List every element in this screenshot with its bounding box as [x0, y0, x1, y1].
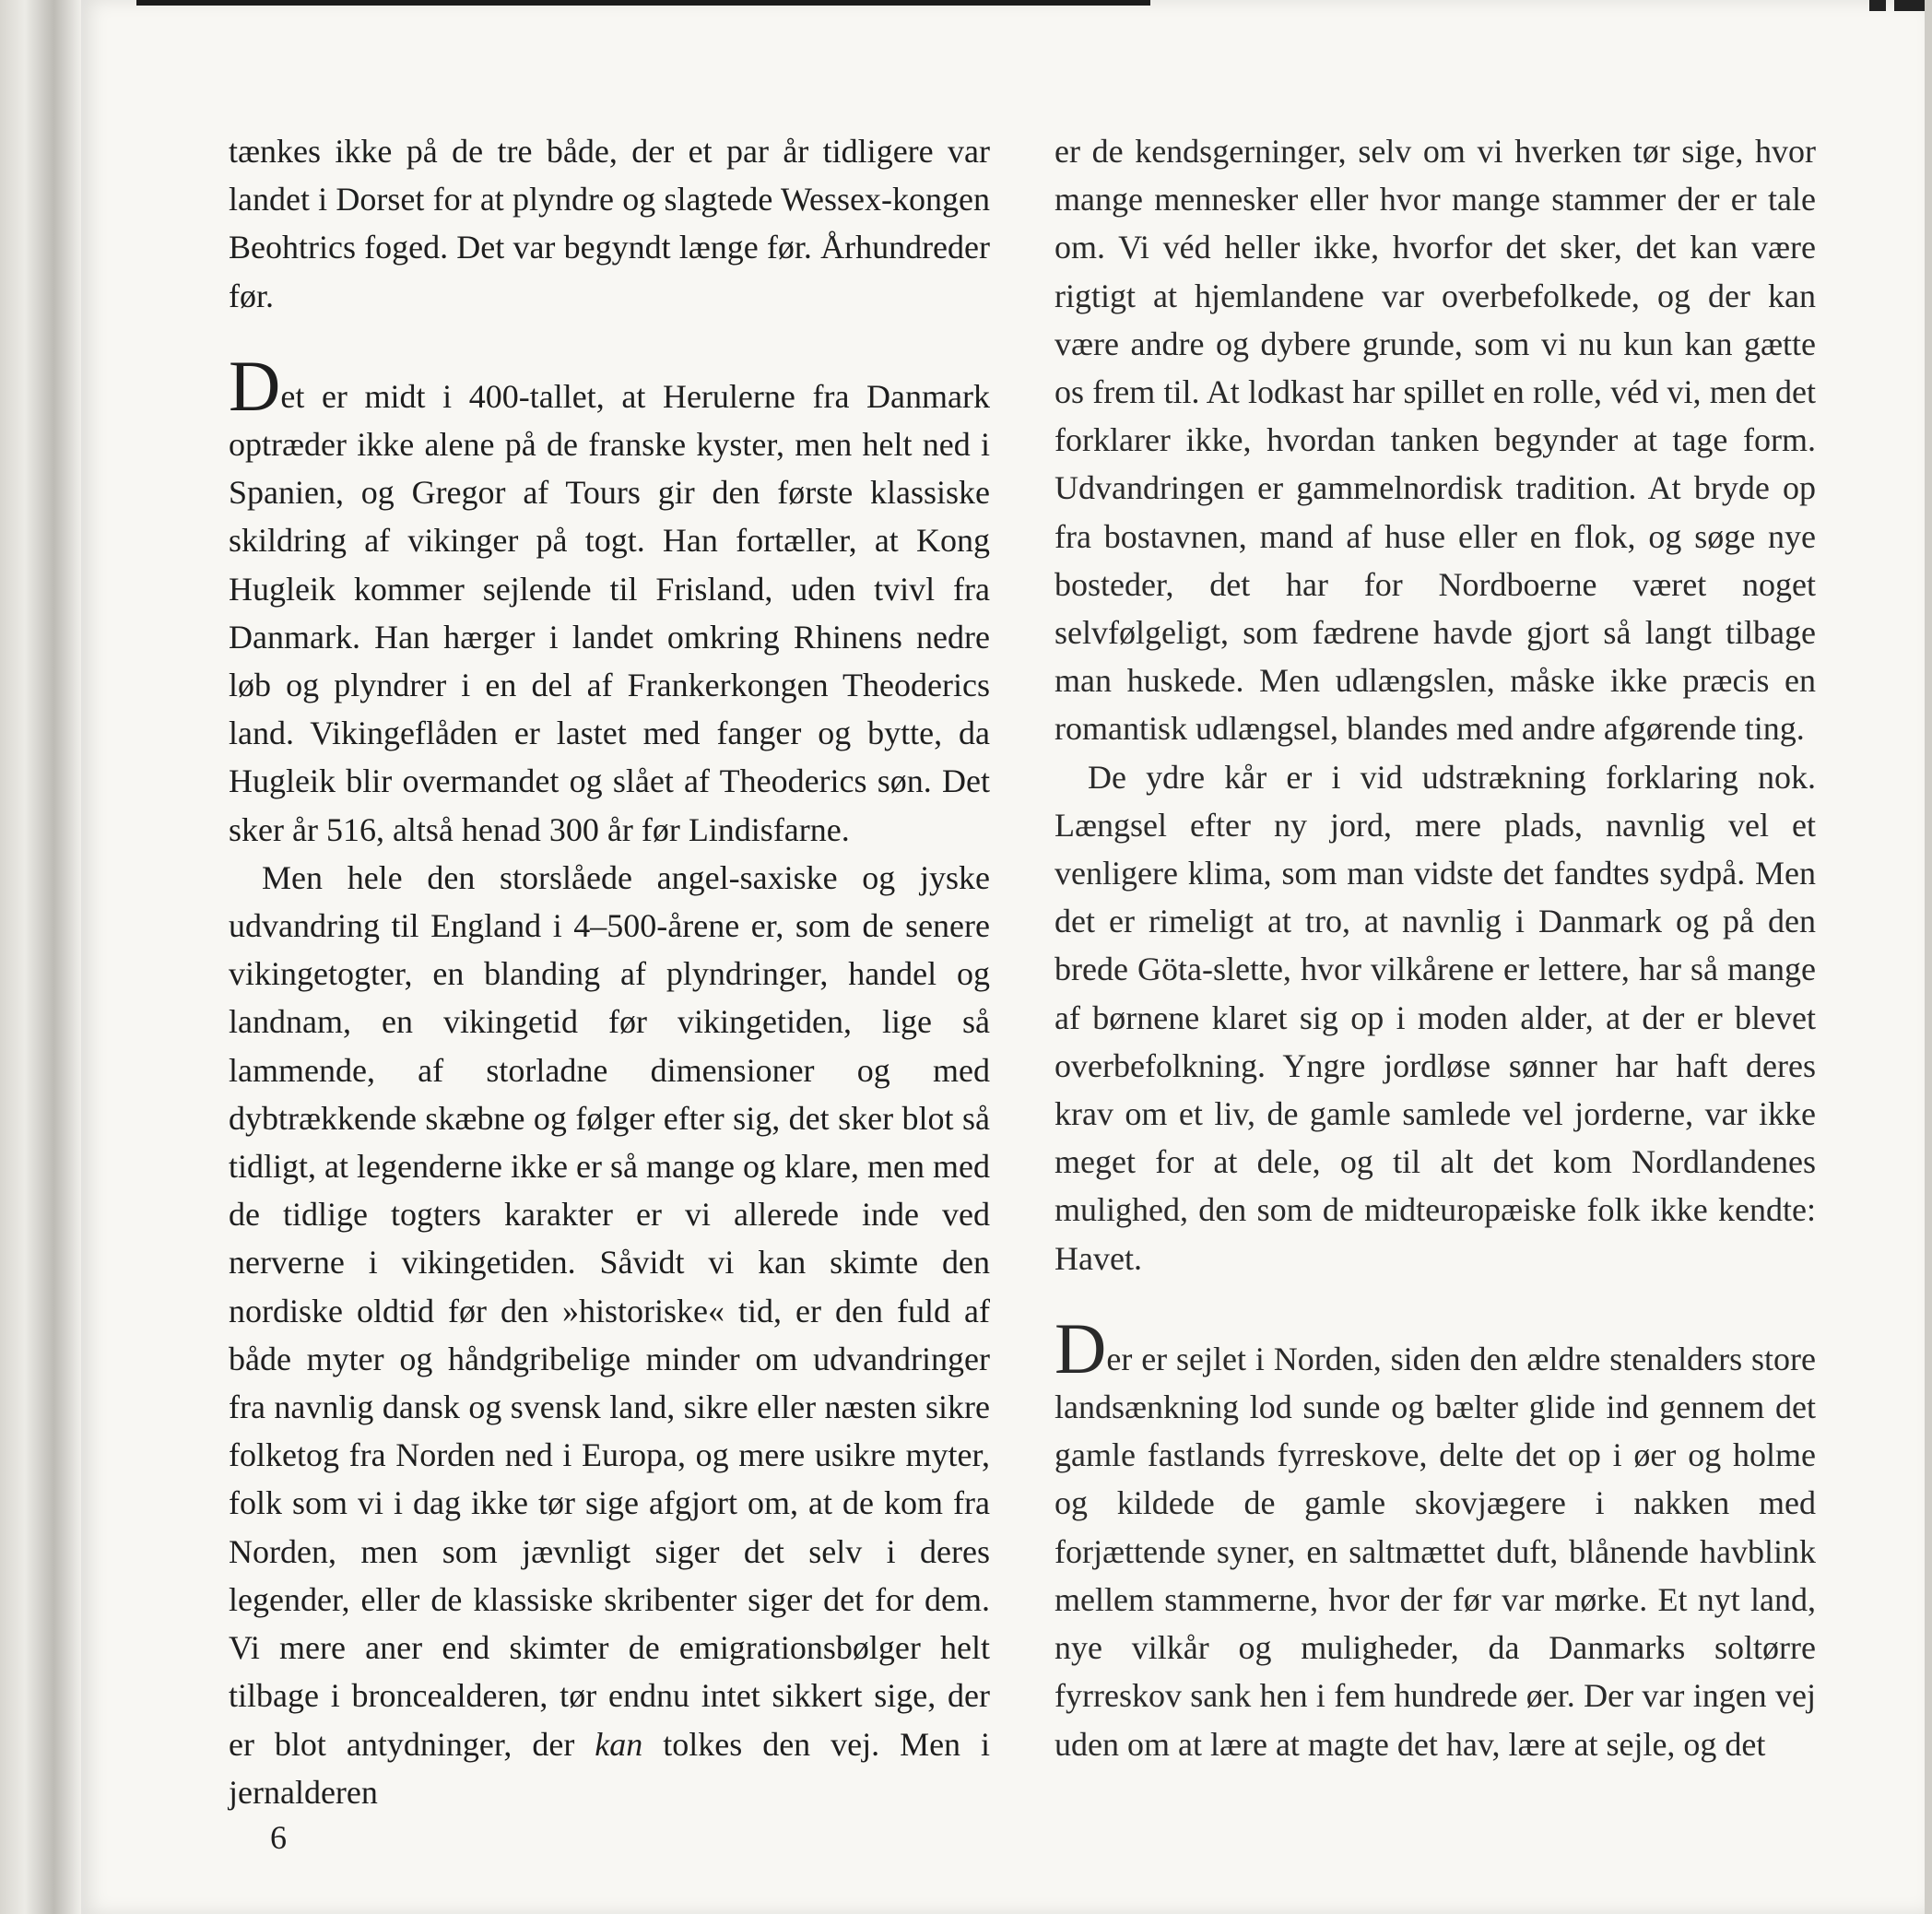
drop-cap: D	[229, 345, 281, 426]
paragraph-text: tolkes den vej. Men i jernalderen	[229, 1725, 991, 1811]
book-gutter	[0, 0, 83, 1914]
emphasized-word: kan	[595, 1725, 643, 1763]
paragraph-continuation: tænkes ikke på de tre både, der et par år tidligere var landet i Dorset for at plyndre og slagtede Wessex-kongen Beohtrics foged. Det var begyndt længe før. Århundreder før.	[229, 133, 990, 314]
book-page	[81, 0, 1925, 1914]
page-number: 6	[270, 1819, 287, 1856]
paragraph-text: Men hele den storslåede angel-saxiske og jyske udvandring til England i 4–500-årene er, som de senere vikingetogter, en blanding af plyndringer, handel og landnam, en vikingetid før vikingetiden, lige så lammende, af storladne dimensioner og med dybtrækkende skæbne og følger efter sig, det sker blot så tidligt, at legenderne ikke er så mange og klare, men med de tidlige togters karakter er vi allerede inde ved nerverne i vikingetiden. Såvidt vi kan skimte den nordiske oldtid før den »historiske« tid, er den fuld af både myter og håndgribelige minder om udvandringer fra navnlig dansk og svensk land, sikre eller næsten sikre folketog fra Norden ned i Europa, og mere usikre myter, folk som vi i dag ikke tør sige afgjort om, at de kom fra Norden, men som jævnligt siger det selv i deres legender, eller de klassiske skribenter siger det for dem. Vi mere aner end skimter de emigrationsbølger helt tilbage i broncealderen, tør endnu intet sikkert sige, der er blot antydninger, der	[229, 858, 990, 1763]
paragraph-text: et er midt i 400-tallet, at Herulerne fra Danmark optræder ikke alene på de franske kyster, men helt ned i Spanien, og Gregor af Tours gir den første klassiske skildring af vikinger på togt. Han fortæller, at Kong Hugleik kommer sejlende til Frisland, uden tvivl fra Danmark. Han hærger i landet omkring Rhinens nedre løb og plyndrer i en del af Frankerkongen Theoderics land. Vikingeflåden er lastet med fanger og bytte, da Hugleik blir overmandet og slået af Theoderics søn. Det sker år 516, altså henad 300 år før Lindisfarne.	[229, 377, 990, 848]
paragraph-continuation: er de kendsgerninger, selv om vi hverken tør sige, hvor mange mennesker eller hvor mange stammer der er tale om. Vi véd heller ikke, hvorfor det sker, det kan være rigtigt at hjemlandene var overbefolkede, og der kan være andre og dybere grunde, som vi nu kun kan gætte os frem til. At lodkast har spillet en rolle, véd vi, men det forklarer ikke, hvordan tanken begynder at tage form. Udvandringen er gammelnordisk tradition. At bryde op fra bostavnen, mand af huse eller en flok, og søge nye bosteder, det har for Nordboerne været noget selvfølgeligt, som fædrene havde gjort så langt tilbage man huskede. Men udlængslen, måske ikke præcis en romantisk udlængsel, blandes med andre afgørende ting.	[1054, 133, 1816, 748]
drop-cap: D	[1054, 1307, 1107, 1388]
paragraph-dropcap	[229, 345, 990, 854]
right-column	[1054, 127, 1816, 1768]
left-column	[229, 127, 990, 1816]
paragraph-text: er er sejlet i Norden, siden den ældre stenalders store landsænkning lod sunde og bælter glide ind gennem det gamle fastlands fyrreskove, delte det op i øer og holme og kildede de gamle skovjægere i nakken med forjættende syner, en saltmættet duft, blånende havblink mellem stammerne, hvor der før var mørke. Et nyt land, nye vilkår og muligheder, da Danmarks soltørre fyrreskov sank hen i fem hundrede øer. Der var ingen vej uden om at lære at magte det hav, lære at sejle, og det	[1054, 1340, 1816, 1763]
top-edge-shadow	[136, 0, 1150, 6]
paragraph-dropcap	[1054, 1307, 1816, 1768]
corner-mark	[1869, 0, 1925, 11]
paragraph: De ydre kår er i vid udstrækning forklaring nok. Længsel efter ny jord, mere plads, navnlig vel et venligere klima, som man vidste det fandtes sydpå. Men det er rimeligt at tro, at navnlig i Danmark og på den brede Göta-slette, hvor vilkårene er lettere, har så mange af børnene klaret sig op i moden alder, at der er blevet overbefolkning. Yngre jordløse sønner har haft deres krav om et liv, de gamle samlede vel jorderne, var ikke meget for at dele, og til alt det kom Nordlandenes mulighed, den som de midteuropæiske folk ikke kendte: Havet.	[1054, 758, 1816, 1277]
paragraph	[229, 854, 990, 1816]
